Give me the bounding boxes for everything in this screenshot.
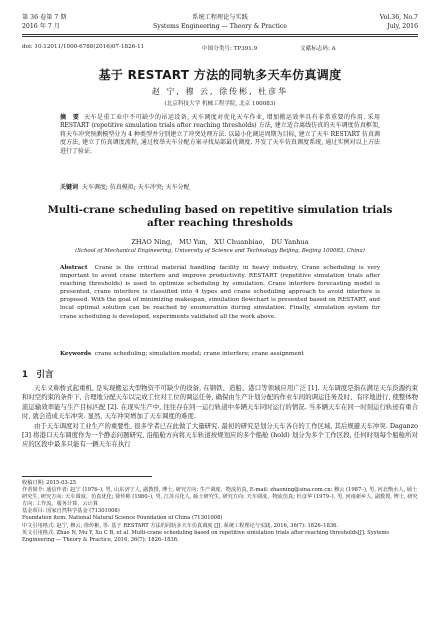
keywords-en-label: Keywords xyxy=(60,351,92,357)
footnote-rule xyxy=(22,476,152,477)
keywords-cn-label: 关键词 xyxy=(60,184,79,191)
abstract-chinese xyxy=(60,114,380,156)
doi: doi: 10.12011/1000-6788(2016)07-1826-11 xyxy=(22,44,145,50)
header-rule xyxy=(22,34,418,35)
header-volume-en: Vol.36, No.7 xyxy=(379,14,418,21)
header-date-cn: 2016 年 7 月 xyxy=(22,23,60,30)
footnote-citation-cn: 中文引用格式: 赵宁, 穆云, 徐传彬, 等. 基于 RESTART 方法的同轨多天车仿真调度 [J]. 系统工程理论与实践, 2016, 36(7): 1826–1836. xyxy=(22,522,339,529)
footnote-fund-en: Foundation item: National Natural Science Foundation of China (71301008) xyxy=(22,515,223,522)
abstract-cn-label: 摘 要 xyxy=(60,114,80,121)
affiliation-english: (School of Mechanical Engineering, University of Science and Technology Beijing, Beijing 100083, China) xyxy=(75,248,365,254)
keywords-chinese xyxy=(60,184,380,192)
header-journal-en: Systems Engineering — Theory & Practice xyxy=(152,23,288,30)
authors-chinese: 赵 宁, 穆 云, 徐传彬, 杜彦华 xyxy=(151,87,289,96)
header-volume: 第 36 卷第 7 期 xyxy=(22,14,67,21)
section-heading: 1 引言 xyxy=(22,370,54,380)
abstract-en-text: Crane is the critical material handling facility in heavy industry. Crane scheduling is very important to avoid crane interfere and improve productivity. RESTART (repetitive simulation trials after reaching thresholds) is used to optimize scheduling by simulation. Crane interfere forecasting model is presented, crane interfere is classified into 4 types and crane scheduling approach to avoid interfere is proposed. With the goal of minimizing makespan, simulation flowchart is presented based on RESTART, and local optimal solution can be reached by enumeration during simulation. Finally, simulation system for crane scheduling is developed, experiments validated all the work above. xyxy=(60,265,380,320)
footnote-fund-cn: 基金项目: 国家自然科学基金 (71301008) xyxy=(22,508,120,515)
title-english: Multi-crane scheduling based on repetitive simulation trials after reaching thresholds xyxy=(47,204,393,229)
clc-number: 中图分类号: TP391.9 xyxy=(202,46,258,52)
abstract-english xyxy=(60,264,380,321)
footnote-citation-en: 英文引用格式: Zhao N, Mu Y, Xu C B, et al. Multi-crane scheduling based on repetitive simulation trials after reaching thresholds[J]. Systems Engineering — Theory & Practice, 2016, 36(7): 1826–1836. xyxy=(22,529,390,543)
footnote-received: 收稿日期: 2015-03-25 xyxy=(22,480,77,486)
section-body xyxy=(22,384,418,450)
abstract-en-label: Abstract xyxy=(60,265,88,271)
affiliation-chinese: (北京科技大学 机械工程学院, 北京 100083) xyxy=(164,101,276,107)
paragraph: 天车又称桥式起重机, 是实现搬运大型物资不可缺少的设备, 在钢铁、造船、港口等领域应用广泛 [1]. 天车调度是指在满足天车资源约束和时空约束的条件下, 合理地分配天车以完成工位对工位的调运任务, 确保由生产计划分配的作业车间的调运任务及时、有序地进行, 使整体物流运输效率能与生产目标匹配 [2]. 在现实生产中, 往往存在同一运行轨道中多辆天车同时运行的情况. 当多辆天车在同一时刻运行轨迹有重合时, 就会造成天车冲突. 显然, 天车冲突增加了天车调度的难度. xyxy=(22,384,418,421)
header-date-en: July, 2016 xyxy=(387,23,418,30)
abstract-cn-text: 天车是重工业中不可缺少的吊运设备, 天车调度对优化天车作业, 增加搬运效率具有非常重要的作用. 采用 RESTART (repetitive simulation trials after reaching thresholds) 方法, 建立适合离线仿真的天车调度仿真框架, 将天车冲突预测模型分为 4 种类型并分别建立了冲突处理方法. 以最小化调运周期为目标, 建立了天车 RESTART 仿真调度方法, 建立了仿真调度流程, 通过枚举天车分配方案寻找局部最优调度. 开发了天车仿真调度系统, 通过实例对以上方法进行了验证. xyxy=(60,114,380,155)
keywords-en-text: crane scheduling; simulation model; crane interfere; crane assignment xyxy=(94,351,304,357)
keywords-english xyxy=(60,350,380,358)
header-rule-thin xyxy=(22,36,418,37)
document-code: 文献标志码: A xyxy=(300,46,336,52)
authors-english: ZHAO Ning, MU Yun, XU Chuanbiao, DU Yanhua xyxy=(131,238,309,246)
header-journal-cn: 系统工程理论与实践 xyxy=(192,14,248,21)
keywords-cn-text: 天车调度; 仿真模拟; 天车冲突; 天车分配 xyxy=(81,184,190,191)
footnote-author-bio: 作者简介: 通信作者: 赵宁 (1976–), 男, 山东济宁人, 副教授, 博士, 研究方向: 生产调度、物流仿真, E-mail: zhaoning@sina.com.cn; 穆云 (1987–), 男, 河北衡水人, 硕士研究生, 研究方向: 天车调度、仿真优化; 徐传彬 (1980–), 男, 江苏兴化人, 硕士研究生, 研究方向: 天车调度、物流仿真; 杜彦华 (1979–), 男, 河南新乡人, 副教授, 博士, 研究方向: 工作流、服务计算、云计算 xyxy=(22,487,418,508)
paragraph: 由于天车调度对工业生产的重要性, 很多学者已在此做了大量研究. 最初的研究是划分天车各自的工作区域, 其后规避天车冲突. Daganzo [3] 将港口天车调度作为一个静态问题研究, 沿船舱方向将天车轨道按规划应的多个船舱 (hold) 划分为多个工作区段, 任何时刻每个船舱所对应的区段中最多只能有一辆天车在执行 xyxy=(22,421,418,449)
title-chinese: 基于 RESTART 方法的同轨多天车仿真调度 xyxy=(98,68,342,82)
footnote-block xyxy=(22,480,418,544)
